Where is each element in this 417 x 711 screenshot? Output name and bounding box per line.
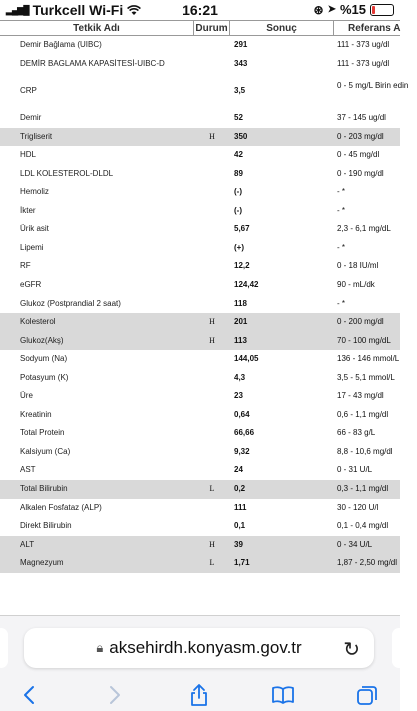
test-name: CRP <box>20 86 37 96</box>
reference-range: 17 - 43 mg/dl <box>337 391 384 401</box>
result-value: 5,67 <box>234 224 250 234</box>
reference-range: - * <box>337 298 345 308</box>
result-value: (-) <box>234 187 242 197</box>
result-value: 343 <box>234 58 248 68</box>
result-value: 52 <box>234 113 243 123</box>
result-value: 39 <box>234 539 243 549</box>
test-name: Total Protein <box>20 428 65 438</box>
table-row <box>0 517 400 536</box>
test-name: Lipemi <box>20 242 44 252</box>
result-value: 144,05 <box>234 354 259 364</box>
test-name: Kreatinin <box>20 409 52 419</box>
reference-range: 66 - 83 g/L <box>337 428 376 438</box>
battery-percent: %15 <box>339 2 366 17</box>
reference-range: 8,8 - 10,6 mg/dl <box>337 446 393 456</box>
header-status: Durum <box>194 21 230 35</box>
result-value: 23 <box>234 391 243 401</box>
test-name: Alkalen Fosfataz (ALP) <box>20 502 102 512</box>
status-flag: H <box>209 131 215 141</box>
clock: 16:21 <box>182 2 218 18</box>
reference-range: 3,5 - 5,1 mmol/L <box>337 372 395 382</box>
reference-range: 70 - 100 mg/dL <box>337 335 391 345</box>
status-flag: H <box>209 539 215 549</box>
result-value: 291 <box>234 40 248 49</box>
table-row <box>0 443 400 462</box>
bookmarks-button[interactable] <box>268 680 298 710</box>
result-value: 9,32 <box>234 446 250 456</box>
result-value: 42 <box>234 150 243 160</box>
table-row <box>0 499 400 518</box>
status-right <box>314 2 394 17</box>
reference-range: 0,6 - 1,1 mg/dl <box>337 409 389 419</box>
reference-range: 0 - 18 IU/ml <box>337 261 379 271</box>
battery-icon <box>370 4 394 16</box>
test-name: Hemoliz <box>20 187 49 197</box>
test-name: DEMİR BAGLAMA KAPASİTESİ-UIBC-D <box>20 58 165 68</box>
table-row <box>0 369 400 388</box>
result-value: 350 <box>234 131 248 141</box>
signal-icon: ▂▄▆█ <box>6 4 29 15</box>
reference-range: 0 - 31 U/L <box>337 465 373 475</box>
test-name: Total Bilirubin <box>20 484 68 494</box>
result-value: 1,71 <box>234 558 250 568</box>
header-result: Sonuç <box>230 21 334 35</box>
test-name: Sodyum (Na) <box>20 354 68 364</box>
table-row <box>0 239 400 258</box>
reference-range: 90 - mL/dk <box>337 280 375 290</box>
battery-level <box>372 6 375 14</box>
tabs-button[interactable] <box>352 680 382 710</box>
reference-range: 0 - 190 mg/dl <box>337 168 384 178</box>
status-flag: L <box>209 484 215 494</box>
table-row <box>0 276 400 295</box>
result-value: 66,66 <box>234 428 255 438</box>
test-name: Trigliserit <box>20 131 53 141</box>
table-row <box>0 406 400 425</box>
test-name: Direkt Bilirubin <box>20 521 72 531</box>
url-text: aksehirdh.konyasm.gov.tr <box>109 638 302 657</box>
browser-toolbar <box>0 615 400 711</box>
result-value: 118 <box>234 298 247 308</box>
reference-range: - * <box>337 205 345 215</box>
status-flag: L <box>209 558 215 568</box>
reference-range: 2,3 - 6,1 mg/dL <box>337 224 391 234</box>
result-value: 0,64 <box>234 409 250 419</box>
test-name: Demir Bağlama (UIBC) <box>20 40 102 49</box>
status-flag: H <box>209 317 215 327</box>
table-row <box>0 146 400 165</box>
table-row <box>0 128 400 147</box>
next-tab-edge[interactable] <box>392 628 406 668</box>
result-value: 113 <box>234 335 247 345</box>
back-icon <box>23 685 35 705</box>
result-value: 89 <box>234 168 243 178</box>
test-name: ALT <box>20 539 35 549</box>
reference-range: 0,3 - 1,1 mg/dl <box>337 484 389 494</box>
table-row <box>0 36 400 55</box>
forward-icon <box>109 685 121 705</box>
table-row <box>0 55 400 74</box>
test-name: Magnezyum <box>20 558 64 568</box>
book-icon <box>271 685 295 705</box>
browser-nav <box>0 680 400 710</box>
reload-icon[interactable]: ↻ <box>343 639 360 661</box>
test-name: Ürik asit <box>20 224 49 234</box>
test-name: RF <box>20 261 31 271</box>
location-icon: ➤ <box>327 4 336 15</box>
table-row <box>0 202 400 221</box>
reference-range: 0 - 34 U/L <box>337 539 373 549</box>
result-value: 124,42 <box>234 280 259 290</box>
reference-range: 0 - 45 mg/dl <box>337 150 380 160</box>
test-name: Demir <box>20 113 42 123</box>
table-header <box>0 20 400 36</box>
test-name: Kolesterol <box>20 317 56 327</box>
result-value: (-) <box>234 205 242 215</box>
share-button[interactable] <box>184 680 214 710</box>
table-row <box>0 461 400 480</box>
table-row <box>0 109 400 128</box>
table-row <box>0 480 400 499</box>
lock-icon: 🔒︎ <box>96 640 104 655</box>
result-value: 0,1 <box>234 521 246 531</box>
table-row <box>0 183 400 202</box>
reference-range: 111 - 373 ug/dl <box>337 40 390 49</box>
table-row <box>0 165 400 184</box>
table-row <box>0 424 400 443</box>
forward-button[interactable] <box>100 680 130 710</box>
table-row <box>0 554 400 573</box>
result-value: 4,3 <box>234 372 246 382</box>
status-bar <box>0 0 400 20</box>
reference-range: - * <box>337 187 345 197</box>
share-icon <box>189 683 209 707</box>
table-row <box>0 73 409 109</box>
test-name: Kalsiyum (Ca) <box>20 446 71 456</box>
test-name: AST <box>20 465 36 475</box>
reference-range: 0 - 5 mg/L Birin edin <box>337 81 409 91</box>
result-value: 201 <box>234 317 248 327</box>
reference-range: 1,87 - 2,50 mg/dl <box>337 558 398 568</box>
test-name: Glukoz(Akş) <box>20 335 64 345</box>
result-value: (+) <box>234 242 244 252</box>
table-row <box>0 332 400 351</box>
result-value: 24 <box>234 465 243 475</box>
result-value: 0,2 <box>234 484 246 494</box>
table-row <box>0 220 400 239</box>
reference-range: 111 - 373 ug/dl <box>337 58 390 68</box>
back-button[interactable] <box>14 680 44 710</box>
test-name: LDL KOLESTEROL-DLDL <box>20 168 114 178</box>
reference-range: 30 - 120 U/l <box>337 502 379 512</box>
table-row <box>0 257 400 276</box>
tabs-icon <box>356 684 378 706</box>
test-name: HDL <box>20 150 37 160</box>
results-table <box>0 36 409 573</box>
table-row <box>0 387 400 406</box>
result-value: 111 <box>234 502 247 512</box>
reference-range: 0,1 - 0,4 mg/dl <box>337 521 389 531</box>
orientation-lock-icon: ⊛ <box>313 2 324 17</box>
status-flag: H <box>209 335 215 345</box>
table-row <box>0 536 400 555</box>
result-value: 3,5 <box>234 86 246 96</box>
address-bar[interactable] <box>24 628 374 668</box>
test-name: eGFR <box>20 280 42 290</box>
table-row <box>0 295 400 314</box>
header-test-name: Tetkik Adı <box>0 21 194 35</box>
test-name: İkter <box>20 205 36 215</box>
test-name: Üre <box>20 391 33 401</box>
test-name: Potasyum (K) <box>20 372 69 382</box>
previous-tab-edge[interactable] <box>0 628 8 668</box>
carrier-label: Turkcell Wi-Fi <box>32 2 124 18</box>
table-row <box>0 313 400 332</box>
reference-range: - * <box>337 242 345 252</box>
reference-range: 37 - 145 ug/dl <box>337 113 386 123</box>
result-value: 12,2 <box>234 261 250 271</box>
table-row <box>0 350 400 369</box>
header-reference: Referans A <box>348 22 401 34</box>
test-name: Glukoz (Postprandial 2 saat) <box>20 298 121 308</box>
reference-range: 0 - 203 mg/dl <box>337 131 384 141</box>
reference-range: 136 - 146 mmol/L <box>337 354 400 364</box>
reference-range: 0 - 200 mg/dl <box>337 317 384 327</box>
